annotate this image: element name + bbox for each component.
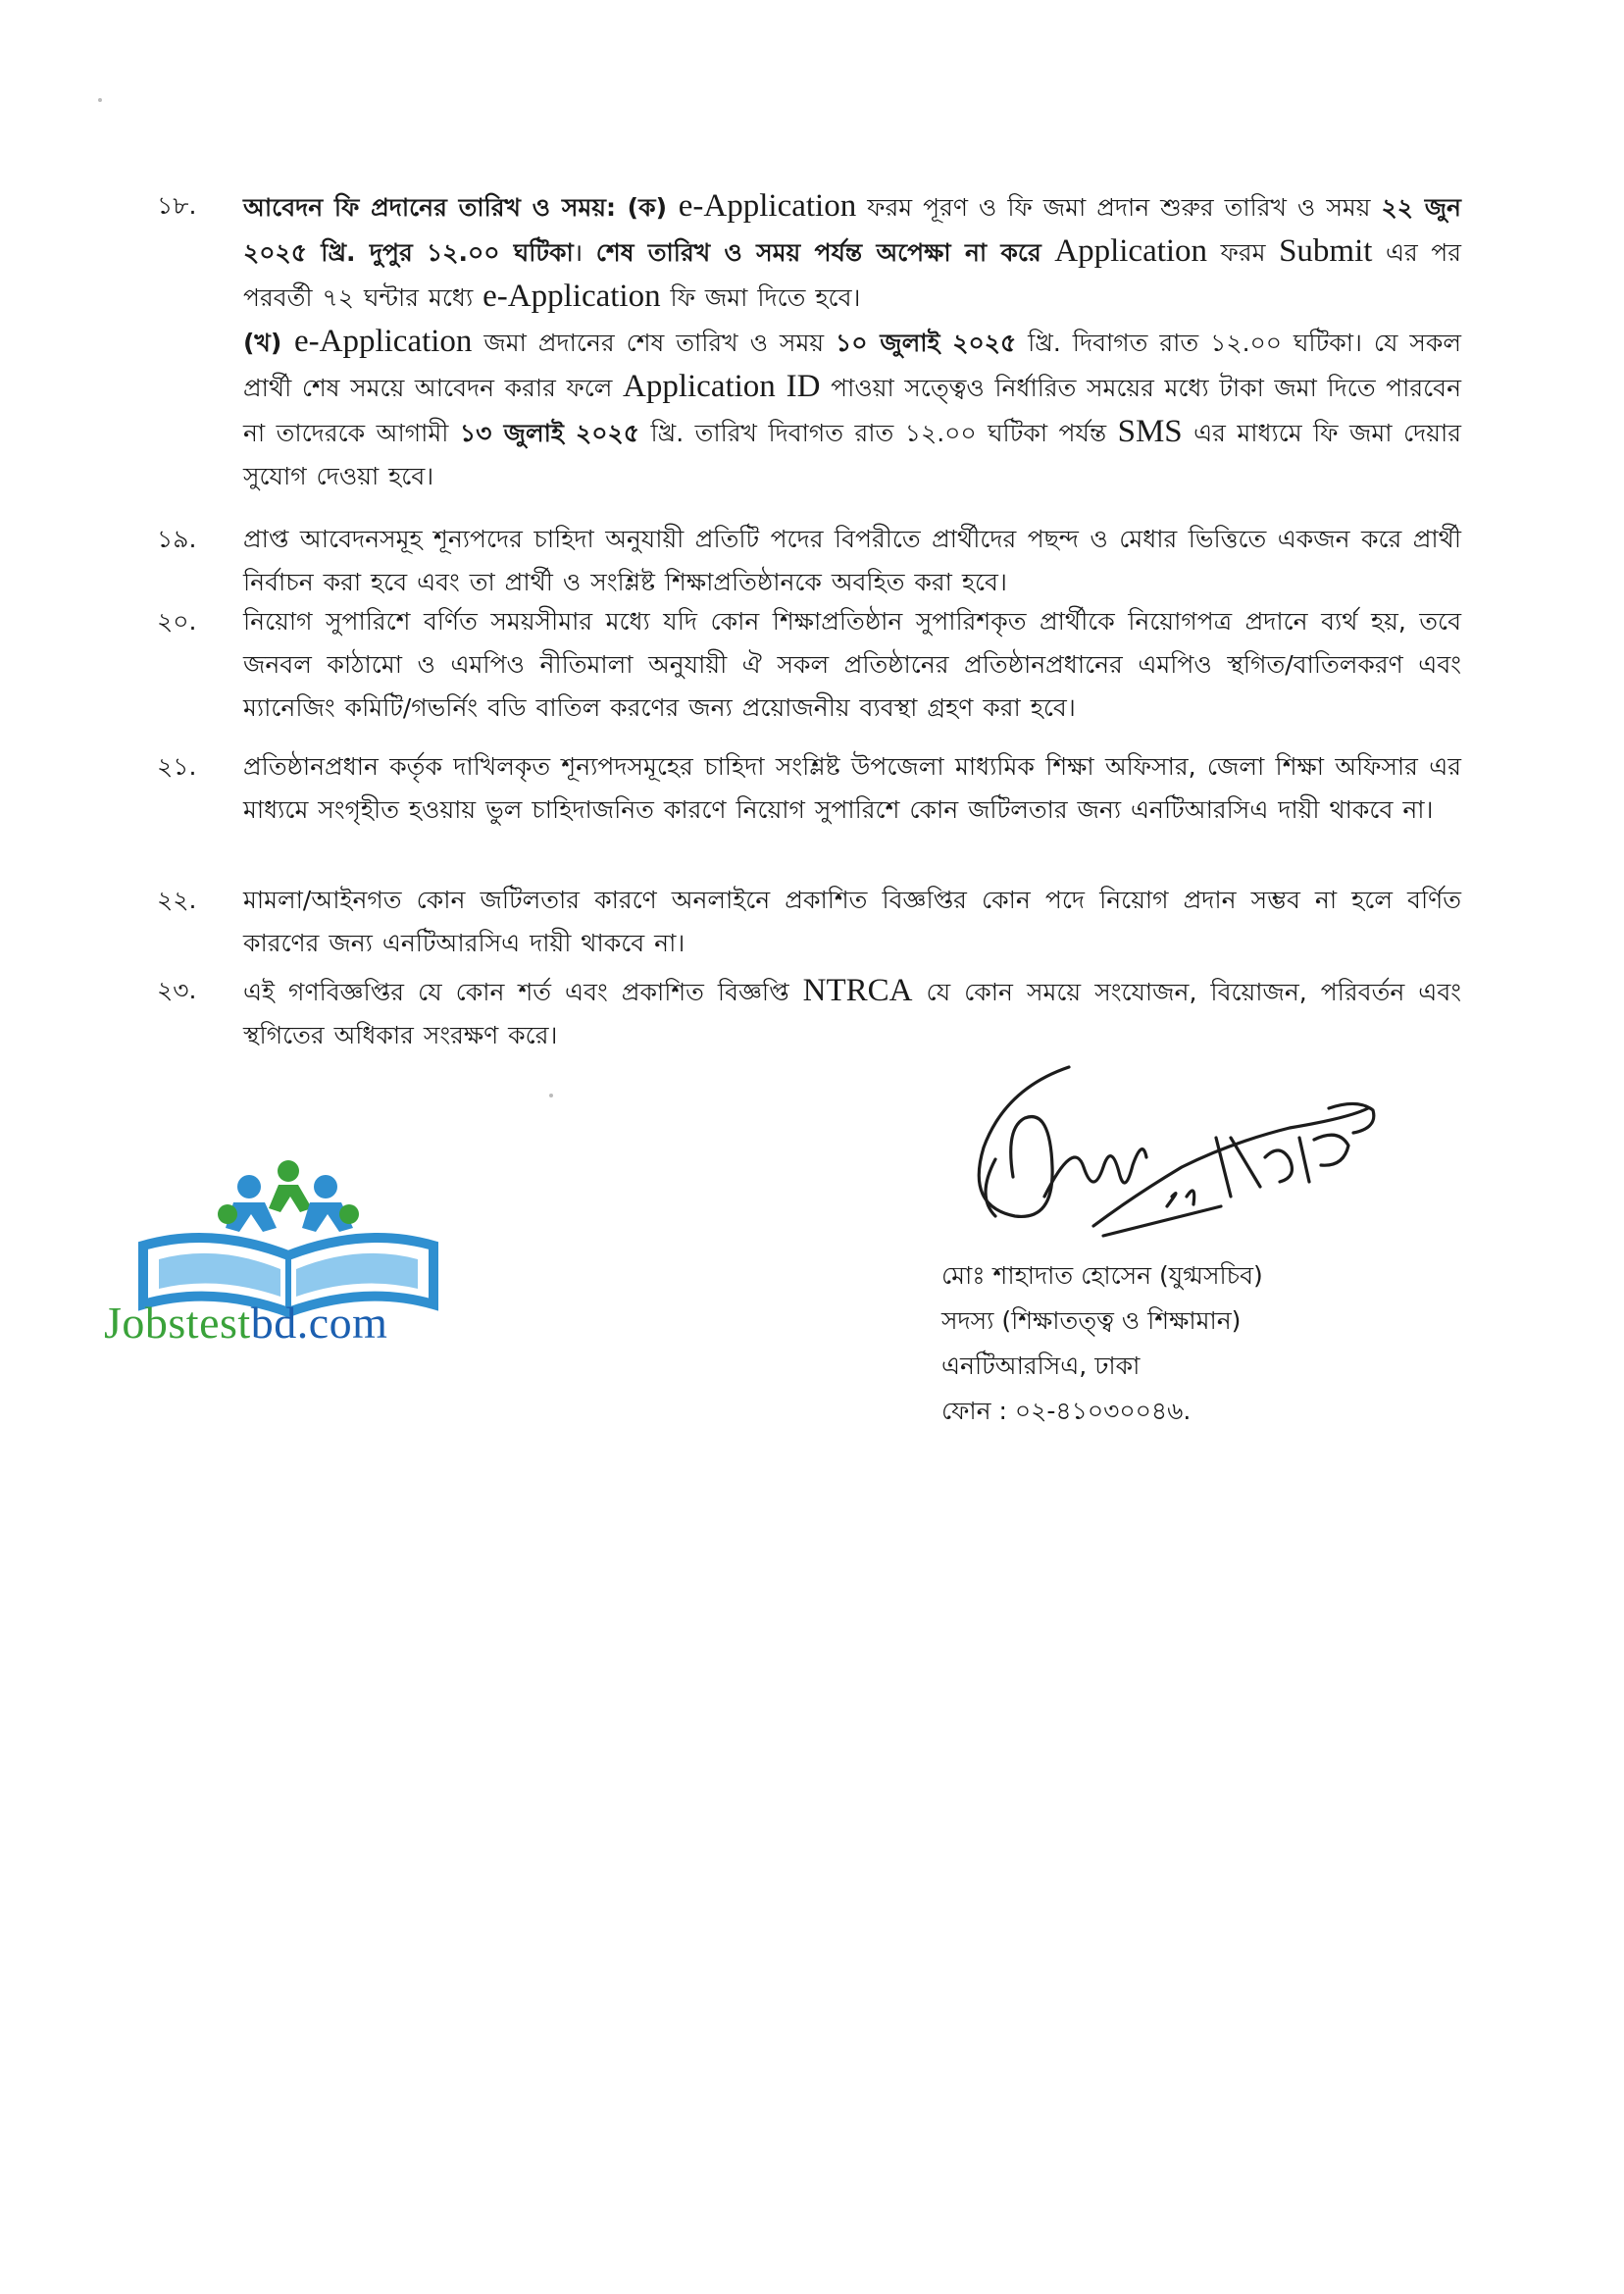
clause-number: ২১. xyxy=(157,752,197,781)
clause-23 xyxy=(157,969,1461,1057)
signatory-office: এনটিআরসিএ, ঢাকা xyxy=(941,1351,1141,1380)
text-segment: পাওয়া সত্ত্বেও নির্ধারিত সময়ের মধ্যে টাকা জমা দিতে পারবেন না তাদেরকে আগামী xyxy=(243,374,1462,447)
text-segment: ফরম পূরণ ও ফি জমা প্রদান শুরুর তারিখ ও সময় xyxy=(856,193,1382,222)
text-segment: আবেদন ফি প্রদানের তারিখ ও সময়: (ক) xyxy=(243,193,679,222)
text-segment: ১৩ জুলাই ২০২৫ xyxy=(459,419,640,447)
text-segment: শেষ তারিখ ও সময় পর্যন্ত অপেক্ষা না করে xyxy=(595,238,1041,267)
scan-speck xyxy=(98,98,102,102)
text-segment: SMS xyxy=(1117,414,1183,449)
clause-text: প্রাপ্ত আবেদনসমূহ শূন্যপদের চাহিদা অনুযায়ী প্রতিটি পদের বিপরীতে প্রার্থীদের পছন্দ ও মেধার ভিত্তিতে একজন করে প্রার্থী নির্বাচন করা হবে এবং তা প্রার্থী ও সংশ্লিষ্ট শিক্ষাপ্রতিষ্ঠানকে অবহিত করা হবে। xyxy=(243,525,1461,596)
text-segment: । xyxy=(573,238,596,267)
signature-block xyxy=(941,1253,1353,1434)
text-segment xyxy=(1041,238,1055,267)
text-segment: ১০ জুলাই ২০২৫ xyxy=(836,329,1017,357)
text-segment: Application ID xyxy=(623,369,821,404)
clause-18 xyxy=(157,184,1461,498)
text-segment: এর মাধ্যমে ফি জমা দেয়ার সুযোগ দেওয়া হবে। xyxy=(243,419,1461,490)
handwritten-signature xyxy=(937,1049,1397,1265)
clause-22 xyxy=(157,879,1461,965)
text-segment: (খ) xyxy=(243,329,294,357)
text-segment: Application xyxy=(1054,233,1208,269)
clause-18-part-a xyxy=(243,184,1461,320)
clause-number: ১৯. xyxy=(157,525,197,553)
text-segment: খ্রি. তারিখ দিবাগত রাত ১২.০০ ঘটিকা পর্যন্ত xyxy=(639,419,1118,447)
clause-text: নিয়োগ সুপারিশে বর্ণিত সময়সীমার মধ্যে যদি কোন শিক্ষাপ্রতিষ্ঠান সুপারিশকৃত প্রার্থীকে নিয়োগপত্র প্রদানে ব্যর্থ হয়, তবে জনবল কাঠামো ও এমপিও নীতিমালা অনুযায়ী ঐ সকল প্রতিষ্ঠানের প্রতিষ্ঠানপ্রধানের এমপিও স্থগিত/বাতিলকরণ এবং ম্যানেজিং কমিটি/গভর্নিং বডি বাতিল করণের জন্য প্রয়োজনীয় ব্যবস্থা গ্রহণ করা হবে। xyxy=(243,607,1461,722)
clause-number: ২৩. xyxy=(157,976,197,1004)
text-segment: e-Application xyxy=(678,188,857,224)
text-segment: ফি জমা দিতে হবে। xyxy=(660,283,861,312)
clause-number: ২২. xyxy=(157,886,197,914)
text-segment: e-Application xyxy=(482,279,661,314)
clause-body xyxy=(243,184,1461,498)
text-segment: জমা প্রদানের শেষ তারিখ ও সময় xyxy=(472,329,837,357)
clause-number: ২০. xyxy=(157,607,197,636)
signatory-phone: ফোন : ০২-৪১০৩০০৪৬. xyxy=(941,1397,1192,1425)
clause-20 xyxy=(157,600,1461,730)
signatory-name: মোঃ শাহাদাত হোসেন (যুগ্মসচিব) xyxy=(941,1261,1263,1290)
clause-18-part-b xyxy=(243,320,1461,498)
clause-text: এই গণবিজ্ঞপ্তির যে কোন শর্ত এবং প্রকাশিত বিজ্ঞপ্তি NTRCA যে কোন সময়ে সংযোজন, বিয়োজন, পরিবর্তন এবং স্থগিতের অধিকার সংরক্ষণ করে। xyxy=(243,973,1461,1049)
text-segment: খ্রি. দিবাগত রাত ১২.০০ ঘটিকা। যে সকল প্রার্থী শেষ সময়ে আবেদন করার ফলে xyxy=(243,329,1461,402)
scan-speck xyxy=(549,1094,553,1097)
clause-21 xyxy=(157,745,1461,832)
clause-19 xyxy=(157,518,1461,604)
signatory-designation: সদস্য (শিক্ষাতত্ত্ব ও শিক্ষামান) xyxy=(941,1306,1242,1335)
text-segment: ফরম xyxy=(1207,238,1280,267)
clause-number: ১৮. xyxy=(157,191,197,220)
text-segment: Submit xyxy=(1279,233,1373,269)
text-segment: ২২ জুন ২০২৫ খ্রি. দুপুর ১২.০০ ঘটিকা xyxy=(243,193,1461,267)
clause-text: প্রতিষ্ঠানপ্রধান কর্তৃক দাখিলকৃত শূন্যপদসমূহের চাহিদা সংশ্লিষ্ট উপজেলা মাধ্যমিক শিক্ষা অফিসার, জেলা শিক্ষা অফিসার এর মাধ্যমে সংগৃহীত হওয়ায় ভুল চাহিদাজনিত কারণে নিয়োগ সুপারিশে কোন জটিলতার জন্য এনটিআরসিএ দায়ী থাকবে না। xyxy=(243,752,1461,824)
logo-wordmark: Jobstestbd.com xyxy=(104,1298,388,1348)
clause-text: মামলা/আইনগত কোন জটিলতার কারণে অনলাইনে প্রকাশিত বিজ্ঞপ্তির কোন পদে নিয়োগ প্রদান সম্ভব না হলে বর্ণিত কারণের জন্য এনটিআরসিএ দায়ী থাকবে না। xyxy=(243,886,1461,957)
text-segment: এর পর পরবর্তী ৭২ ঘন্টার মধ্যে xyxy=(243,238,1462,312)
text-segment: e-Application xyxy=(294,324,473,359)
